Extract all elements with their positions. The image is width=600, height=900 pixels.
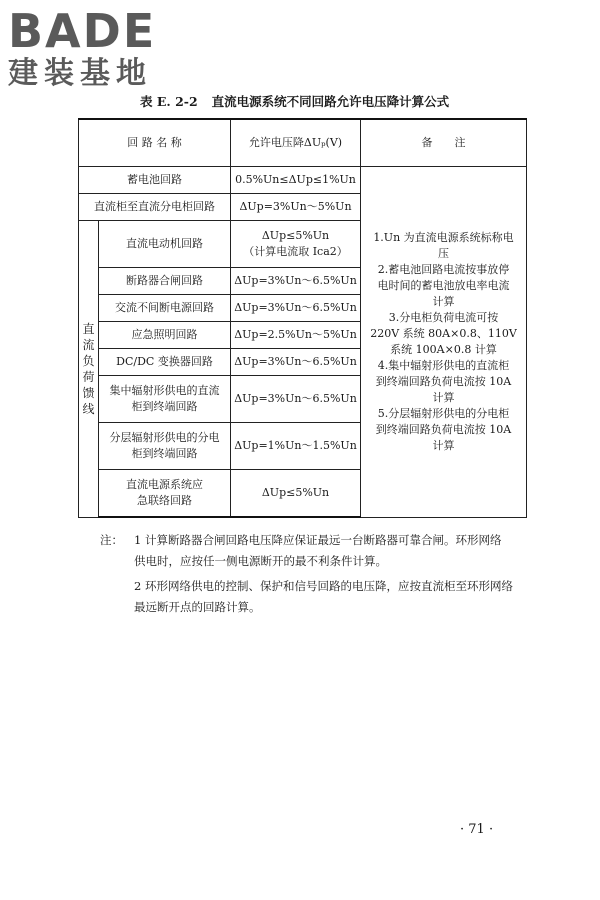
circuit-name: 直流柜至直流分电柜回路 [79,194,231,221]
logo-subtitle: 建装基地 [8,56,152,91]
circuit-name: 直流电动机回路 [99,221,231,268]
group-char: 馈 [82,385,95,400]
formula-line: ΔUp≤5%Un [261,229,330,242]
table-title: 直流电源系统不同回路允许电压降计算公式 [211,94,450,109]
formula-cell [231,221,361,268]
header-remarks: 备 注 [361,119,527,167]
circuit-name: 蓄电池回路 [79,167,231,194]
formula-cell: ΔUp=1%Un～1.5%Un [231,423,361,470]
formula-cell: ΔUp=3%Un～6.5%Un [231,376,361,423]
circuit-name-line: 柜到终端回路 [131,400,198,413]
remarks-cell [361,167,527,518]
remark-line: 电时间的蓄电池放电率电流 [377,278,510,292]
circuit-name-line: 直流电源系统应 [126,478,203,491]
note-line: 最远断开点的回路计算。 [134,600,261,614]
note-line: 计算断路器合闸回路电压降应保证最远一台断路器可靠合闸。环形网络 [144,533,502,547]
feeder-group-label [79,221,99,518]
formula-cell: ΔUp=3%Un～6.5%Un [231,349,361,376]
remark-line: 计算 [432,438,455,452]
note-line: 供电时，应按任一侧电源断开的最不利条件计算。 [134,554,387,568]
note-line: 环形网络供电的控制、保护和信号回路的电压降，应按直流柜至环形网络 [144,579,513,593]
group-char: 直 [82,321,95,336]
formula-cell: 0.5%Un≤ΔUp≤1%Un [231,167,361,194]
remark-line: 4.集中辐射形供电的直流柜 [377,358,510,372]
remark-line: 压 [438,246,449,260]
circuit-name: DC/DC 变换器回路 [99,349,231,376]
circuit-name-line: 急联络回路 [137,494,192,507]
circuit-name: 应急照明回路 [99,322,231,349]
remark-line: 3.分电柜负荷电流可按 [388,310,499,324]
circuit-name-line: 集中辐射形供电的直流 [109,384,220,397]
formula-note: （计算电流取 Ica2） [243,245,348,258]
header-circuit: 回 路 名 称 [79,119,231,167]
group-char: 线 [82,401,95,416]
remark-line: 计算 [432,294,455,308]
formula-cell: ΔUp=3%Un～6.5%Un [231,268,361,295]
group-char: 荷 [82,369,95,384]
group-char: 流 [82,337,95,352]
remark-line: 到终端回路负荷电流按 10A [375,422,512,436]
circuit-name-line: 分层辐射形供电的分电 [109,431,220,444]
remark-line: 到终端回路负荷电流按 10A [375,374,512,388]
remark-line: 220V 系统 80A×0.8、110V [370,326,517,340]
logo-brand-text: BADE [8,4,157,58]
remark-line: 计算 [432,390,455,404]
table-row [79,167,527,194]
note-item [100,530,520,572]
circuit-name [99,376,231,423]
table-number: 表 E. 2-2 [140,94,198,109]
remark-line: 系统 100A×0.8 计算 [390,342,497,356]
circuit-name [99,423,231,470]
group-char: 负 [82,353,95,368]
voltage-drop-table [78,118,527,518]
circuit-name: 交流不间断电源回路 [99,295,231,322]
circuit-name: 断路器合闸回路 [99,268,231,295]
note-prefix: 注： [100,533,123,547]
remark-line: 1.Un 为直流电源系统标称电 [373,230,514,244]
header-allowed-drop: 允许电压降ΔUₚ(V) [231,119,361,167]
remark-line: 5.分层辐射形供电的分电柜 [377,406,510,420]
table-caption [140,92,480,110]
page-number: · 71 · [460,822,494,837]
formula-cell: ΔUp≤5%Un [231,470,361,518]
formula-cell: ΔUp=2.5%Un～5%Un [231,322,361,349]
circuit-name-line: 柜到终端回路 [131,447,198,460]
remark-line: 2.蓄电池回路电流按事放停 [377,262,510,276]
formula-cell: ΔUp=3%Un～5%Un [231,194,361,221]
note-item [100,576,520,618]
note-number: 1 [134,533,142,547]
table-notes [100,530,520,618]
formula-cell: ΔUp=3%Un～6.5%Un [231,295,361,322]
brand-logo [8,6,178,92]
note-number: 2 [134,579,142,593]
circuit-name [99,470,231,518]
